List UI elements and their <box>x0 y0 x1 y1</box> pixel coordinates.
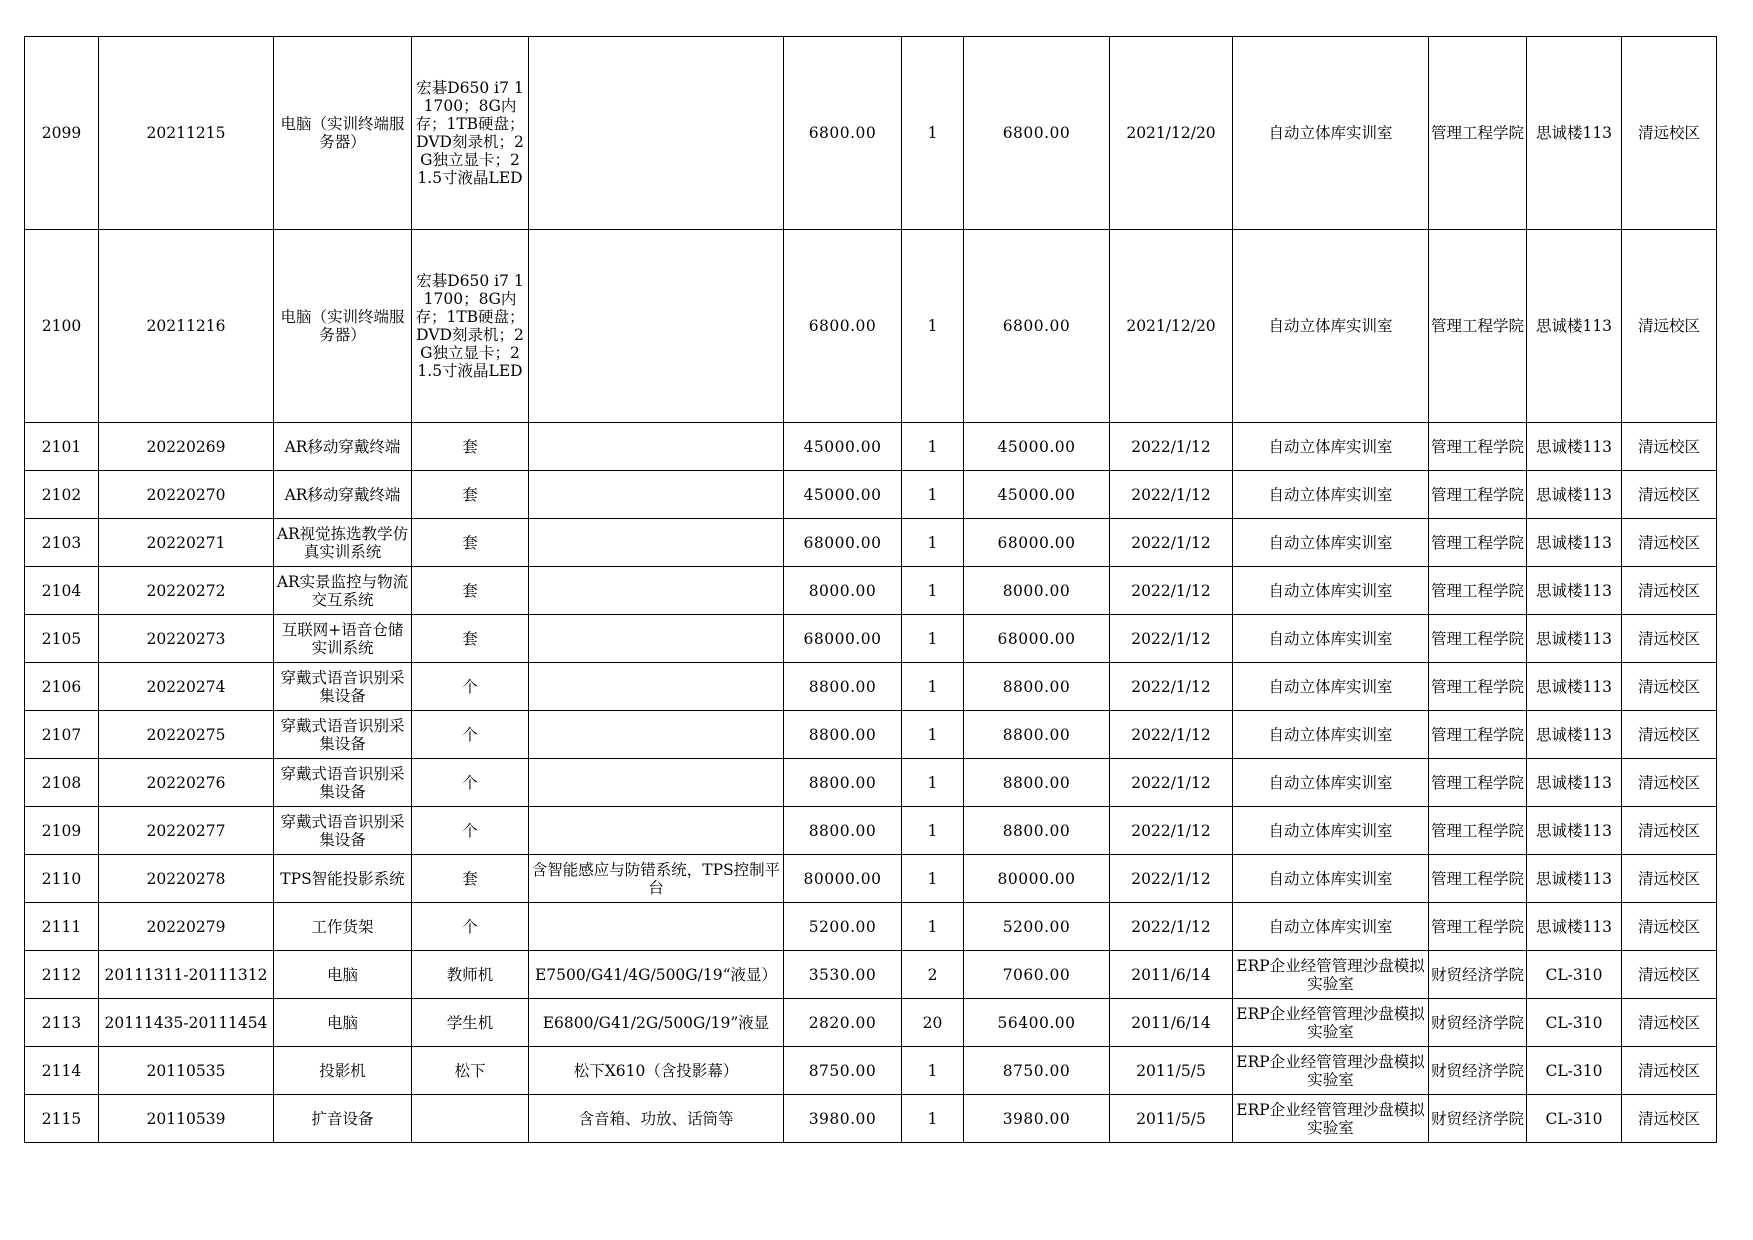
spec-cell: 含音箱、功放、话筒等 <box>529 1095 784 1143</box>
spec-cell <box>529 567 784 615</box>
lab-room-cell: 自动立体库实训室 <box>1233 519 1429 567</box>
quantity-cell: 1 <box>902 759 964 807</box>
location-cell: 思诚楼113 <box>1527 807 1622 855</box>
seq-cell: 2104 <box>25 567 99 615</box>
asset-name-cell: TPS智能投影系统 <box>274 855 412 903</box>
location-cell: 思诚楼113 <box>1527 567 1622 615</box>
spec-cell: 含智能感应与防错系统，TPS控制平台 <box>529 855 784 903</box>
table-row <box>25 230 1717 423</box>
asset-name-cell: 穿戴式语音识别采集设备 <box>274 807 412 855</box>
spec-cell <box>529 519 784 567</box>
department-cell: 管理工程学院 <box>1429 807 1527 855</box>
model-cell: 套 <box>412 615 529 663</box>
location-cell: CL-310 <box>1527 1047 1622 1095</box>
unit-price-cell: 45000.00 <box>784 471 902 519</box>
table-row <box>25 999 1717 1047</box>
asset-name-cell: 投影机 <box>274 1047 412 1095</box>
location-cell: 思诚楼113 <box>1527 615 1622 663</box>
campus-cell: 清远校区 <box>1622 471 1717 519</box>
table-row <box>25 711 1717 759</box>
spec-cell <box>529 615 784 663</box>
location-cell: 思诚楼113 <box>1527 759 1622 807</box>
asset-name-cell: AR实景监控与物流交互系统 <box>274 567 412 615</box>
location-cell: 思诚楼113 <box>1527 711 1622 759</box>
quantity-cell: 1 <box>902 519 964 567</box>
campus-cell: 清远校区 <box>1622 663 1717 711</box>
location-cell: CL-310 <box>1527 999 1622 1047</box>
unit-price-cell: 2820.00 <box>784 999 902 1047</box>
department-cell: 管理工程学院 <box>1429 759 1527 807</box>
spec-cell <box>529 471 784 519</box>
lab-room-cell: 自动立体库实训室 <box>1233 759 1429 807</box>
spec-cell <box>529 759 784 807</box>
table-row <box>25 807 1717 855</box>
model-cell: 个 <box>412 903 529 951</box>
spec-cell: E6800/G41/2G/500G/19”液显 <box>529 999 784 1047</box>
campus-cell: 清远校区 <box>1622 807 1717 855</box>
table-row <box>25 759 1717 807</box>
lab-room-cell: 自动立体库实训室 <box>1233 903 1429 951</box>
seq-cell: 2108 <box>25 759 99 807</box>
department-cell: 管理工程学院 <box>1429 37 1527 230</box>
asset-name-cell: 电脑 <box>274 951 412 999</box>
amount-cell: 8750.00 <box>964 1047 1110 1095</box>
amount-cell: 45000.00 <box>964 423 1110 471</box>
purchase-date-cell: 2011/5/5 <box>1110 1047 1233 1095</box>
department-cell: 财贸经济学院 <box>1429 999 1527 1047</box>
unit-price-cell: 80000.00 <box>784 855 902 903</box>
unit-price-cell: 3980.00 <box>784 1095 902 1143</box>
model-cell: 教师机 <box>412 951 529 999</box>
department-cell: 管理工程学院 <box>1429 230 1527 423</box>
unit-price-cell: 3530.00 <box>784 951 902 999</box>
lab-room-cell: 自动立体库实训室 <box>1233 711 1429 759</box>
purchase-date-cell: 2022/1/12 <box>1110 759 1233 807</box>
purchase-date-cell: 2021/12/20 <box>1110 37 1233 230</box>
model-cell: 套 <box>412 423 529 471</box>
lab-room-cell: 自动立体库实训室 <box>1233 807 1429 855</box>
spec-cell <box>529 37 784 230</box>
amount-cell: 68000.00 <box>964 519 1110 567</box>
unit-price-cell: 6800.00 <box>784 230 902 423</box>
spec-cell <box>529 423 784 471</box>
purchase-date-cell: 2011/5/5 <box>1110 1095 1233 1143</box>
lab-room-cell: 自动立体库实训室 <box>1233 855 1429 903</box>
spec-cell: E7500/G41/4G/500G/19“液显） <box>529 951 784 999</box>
quantity-cell: 2 <box>902 951 964 999</box>
lab-room-cell: 自动立体库实训室 <box>1233 567 1429 615</box>
campus-cell: 清远校区 <box>1622 711 1717 759</box>
quantity-cell: 20 <box>902 999 964 1047</box>
model-cell: 套 <box>412 519 529 567</box>
unit-price-cell: 8800.00 <box>784 663 902 711</box>
purchase-date-cell: 2022/1/12 <box>1110 663 1233 711</box>
table-row <box>25 519 1717 567</box>
campus-cell: 清远校区 <box>1622 1047 1717 1095</box>
asset-number-cell: 20220273 <box>99 615 274 663</box>
seq-cell: 2101 <box>25 423 99 471</box>
campus-cell: 清远校区 <box>1622 999 1717 1047</box>
asset-number-cell: 20220275 <box>99 711 274 759</box>
campus-cell: 清远校区 <box>1622 567 1717 615</box>
model-cell: 套 <box>412 471 529 519</box>
table-row <box>25 37 1717 230</box>
amount-cell: 8800.00 <box>964 759 1110 807</box>
unit-price-cell: 68000.00 <box>784 519 902 567</box>
seq-cell: 2112 <box>25 951 99 999</box>
unit-price-cell: 68000.00 <box>784 615 902 663</box>
asset-number-cell: 20220269 <box>99 423 274 471</box>
amount-cell: 7060.00 <box>964 951 1110 999</box>
campus-cell: 清远校区 <box>1622 230 1717 423</box>
asset-number-cell: 20220274 <box>99 663 274 711</box>
asset-number-cell: 20211216 <box>99 230 274 423</box>
department-cell: 财贸经济学院 <box>1429 1047 1527 1095</box>
seq-cell: 2107 <box>25 711 99 759</box>
seq-cell: 2110 <box>25 855 99 903</box>
location-cell: CL-310 <box>1527 951 1622 999</box>
spec-cell <box>529 903 784 951</box>
table-row <box>25 615 1717 663</box>
asset-number-cell: 20220270 <box>99 471 274 519</box>
campus-cell: 清远校区 <box>1622 519 1717 567</box>
asset-name-cell: AR移动穿戴终端 <box>274 423 412 471</box>
campus-cell: 清远校区 <box>1622 759 1717 807</box>
seq-cell: 2100 <box>25 230 99 423</box>
table-row <box>25 903 1717 951</box>
department-cell: 管理工程学院 <box>1429 471 1527 519</box>
seq-cell: 2115 <box>25 1095 99 1143</box>
spec-cell: 松下X610（含投影幕） <box>529 1047 784 1095</box>
location-cell: 思诚楼113 <box>1527 471 1622 519</box>
amount-cell: 8800.00 <box>964 663 1110 711</box>
seq-cell: 2099 <box>25 37 99 230</box>
table-row <box>25 855 1717 903</box>
asset-number-cell: 20111311-20111312 <box>99 951 274 999</box>
table-row <box>25 951 1717 999</box>
seq-cell: 2103 <box>25 519 99 567</box>
model-cell: 个 <box>412 759 529 807</box>
location-cell: CL-310 <box>1527 1095 1622 1143</box>
asset-name-cell: 工作货架 <box>274 903 412 951</box>
department-cell: 管理工程学院 <box>1429 903 1527 951</box>
asset-name-cell: 穿戴式语音识别采集设备 <box>274 663 412 711</box>
lab-room-cell: 自动立体库实训室 <box>1233 471 1429 519</box>
unit-price-cell: 8800.00 <box>784 807 902 855</box>
model-cell: 个 <box>412 663 529 711</box>
quantity-cell: 1 <box>902 903 964 951</box>
purchase-date-cell: 2022/1/12 <box>1110 807 1233 855</box>
amount-cell: 8000.00 <box>964 567 1110 615</box>
location-cell: 思诚楼113 <box>1527 903 1622 951</box>
lab-room-cell: 自动立体库实训室 <box>1233 663 1429 711</box>
department-cell: 财贸经济学院 <box>1429 1095 1527 1143</box>
asset-name-cell: AR视觉拣选教学仿真实训系统 <box>274 519 412 567</box>
campus-cell: 清远校区 <box>1622 903 1717 951</box>
spec-cell <box>529 230 784 423</box>
quantity-cell: 1 <box>902 37 964 230</box>
department-cell: 管理工程学院 <box>1429 663 1527 711</box>
location-cell: 思诚楼113 <box>1527 519 1622 567</box>
location-cell: 思诚楼113 <box>1527 37 1622 230</box>
model-cell: 套 <box>412 567 529 615</box>
amount-cell: 56400.00 <box>964 999 1110 1047</box>
amount-cell: 8800.00 <box>964 807 1110 855</box>
quantity-cell: 1 <box>902 807 964 855</box>
unit-price-cell: 45000.00 <box>784 423 902 471</box>
quantity-cell: 1 <box>902 567 964 615</box>
table-row <box>25 423 1717 471</box>
location-cell: 思诚楼113 <box>1527 423 1622 471</box>
model-cell: 宏碁D650 i7 11700；8G内存；1TB硬盘；DVD刻录机；2G独立显卡；21.5寸液晶LED <box>412 37 529 230</box>
table-row <box>25 1047 1717 1095</box>
unit-price-cell: 6800.00 <box>784 37 902 230</box>
department-cell: 管理工程学院 <box>1429 423 1527 471</box>
purchase-date-cell: 2022/1/12 <box>1110 711 1233 759</box>
lab-room-cell: 自动立体库实训室 <box>1233 423 1429 471</box>
campus-cell: 清远校区 <box>1622 615 1717 663</box>
purchase-date-cell: 2021/12/20 <box>1110 230 1233 423</box>
amount-cell: 6800.00 <box>964 37 1110 230</box>
campus-cell: 清远校区 <box>1622 855 1717 903</box>
lab-room-cell: 自动立体库实训室 <box>1233 230 1429 423</box>
amount-cell: 8800.00 <box>964 711 1110 759</box>
model-cell: 个 <box>412 711 529 759</box>
asset-name-cell: 电脑 <box>274 999 412 1047</box>
unit-price-cell: 8800.00 <box>784 759 902 807</box>
seq-cell: 2109 <box>25 807 99 855</box>
asset-number-cell: 20111435-20111454 <box>99 999 274 1047</box>
campus-cell: 清远校区 <box>1622 37 1717 230</box>
seq-cell: 2114 <box>25 1047 99 1095</box>
seq-cell: 2102 <box>25 471 99 519</box>
table-body <box>25 37 1717 1143</box>
purchase-date-cell: 2022/1/12 <box>1110 519 1233 567</box>
asset-number-cell: 20110535 <box>99 1047 274 1095</box>
location-cell: 思诚楼113 <box>1527 663 1622 711</box>
quantity-cell: 1 <box>902 711 964 759</box>
purchase-date-cell: 2022/1/12 <box>1110 855 1233 903</box>
asset-name-cell: 电脑（实训终端服务器） <box>274 37 412 230</box>
amount-cell: 45000.00 <box>964 471 1110 519</box>
amount-cell: 6800.00 <box>964 230 1110 423</box>
amount-cell: 80000.00 <box>964 855 1110 903</box>
spec-cell <box>529 663 784 711</box>
model-cell: 宏碁D650 i7 11700；8G内存；1TB硬盘；DVD刻录机；2G独立显卡；21.5寸液晶LED <box>412 230 529 423</box>
table-row <box>25 471 1717 519</box>
location-cell: 思诚楼113 <box>1527 855 1622 903</box>
model-cell: 个 <box>412 807 529 855</box>
seq-cell: 2105 <box>25 615 99 663</box>
purchase-date-cell: 2022/1/12 <box>1110 903 1233 951</box>
asset-number-cell: 20220279 <box>99 903 274 951</box>
campus-cell: 清远校区 <box>1622 1095 1717 1143</box>
asset-name-cell: AR移动穿戴终端 <box>274 471 412 519</box>
unit-price-cell: 8000.00 <box>784 567 902 615</box>
lab-room-cell: ERP企业经管管理沙盘模拟实验室 <box>1233 1095 1429 1143</box>
model-cell: 套 <box>412 855 529 903</box>
asset-number-cell: 20211215 <box>99 37 274 230</box>
asset-name-cell: 互联网+语音仓储实训系统 <box>274 615 412 663</box>
lab-room-cell: ERP企业经管管理沙盘模拟实验室 <box>1233 1047 1429 1095</box>
purchase-date-cell: 2022/1/12 <box>1110 423 1233 471</box>
table-row <box>25 567 1717 615</box>
purchase-date-cell: 2011/6/14 <box>1110 951 1233 999</box>
quantity-cell: 1 <box>902 1095 964 1143</box>
purchase-date-cell: 2022/1/12 <box>1110 471 1233 519</box>
quantity-cell: 1 <box>902 423 964 471</box>
asset-name-cell: 电脑（实训终端服务器） <box>274 230 412 423</box>
quantity-cell: 1 <box>902 1047 964 1095</box>
lab-room-cell: 自动立体库实训室 <box>1233 37 1429 230</box>
purchase-date-cell: 2022/1/12 <box>1110 567 1233 615</box>
asset-number-cell: 20220278 <box>99 855 274 903</box>
asset-number-cell: 20220272 <box>99 567 274 615</box>
amount-cell: 5200.00 <box>964 903 1110 951</box>
asset-number-cell: 20220277 <box>99 807 274 855</box>
lab-room-cell: ERP企业经管管理沙盘模拟实验室 <box>1233 951 1429 999</box>
department-cell: 财贸经济学院 <box>1429 951 1527 999</box>
asset-table <box>24 36 1717 1143</box>
model-cell <box>412 1095 529 1143</box>
purchase-date-cell: 2022/1/12 <box>1110 615 1233 663</box>
asset-name-cell: 扩音设备 <box>274 1095 412 1143</box>
department-cell: 管理工程学院 <box>1429 855 1527 903</box>
department-cell: 管理工程学院 <box>1429 567 1527 615</box>
purchase-date-cell: 2011/6/14 <box>1110 999 1233 1047</box>
seq-cell: 2113 <box>25 999 99 1047</box>
campus-cell: 清远校区 <box>1622 951 1717 999</box>
amount-cell: 68000.00 <box>964 615 1110 663</box>
seq-cell: 2111 <box>25 903 99 951</box>
table-row <box>25 1095 1717 1143</box>
asset-name-cell: 穿戴式语音识别采集设备 <box>274 759 412 807</box>
unit-price-cell: 8750.00 <box>784 1047 902 1095</box>
asset-number-cell: 20220276 <box>99 759 274 807</box>
department-cell: 管理工程学院 <box>1429 615 1527 663</box>
quantity-cell: 1 <box>902 230 964 423</box>
quantity-cell: 1 <box>902 615 964 663</box>
campus-cell: 清远校区 <box>1622 423 1717 471</box>
department-cell: 管理工程学院 <box>1429 519 1527 567</box>
model-cell: 松下 <box>412 1047 529 1095</box>
asset-number-cell: 20220271 <box>99 519 274 567</box>
model-cell: 学生机 <box>412 999 529 1047</box>
seq-cell: 2106 <box>25 663 99 711</box>
unit-price-cell: 5200.00 <box>784 903 902 951</box>
quantity-cell: 1 <box>902 663 964 711</box>
department-cell: 管理工程学院 <box>1429 711 1527 759</box>
location-cell: 思诚楼113 <box>1527 230 1622 423</box>
lab-room-cell: 自动立体库实训室 <box>1233 615 1429 663</box>
spec-cell <box>529 807 784 855</box>
spec-cell <box>529 711 784 759</box>
asset-name-cell: 穿戴式语音识别采集设备 <box>274 711 412 759</box>
table-row <box>25 663 1717 711</box>
quantity-cell: 1 <box>902 855 964 903</box>
amount-cell: 3980.00 <box>964 1095 1110 1143</box>
quantity-cell: 1 <box>902 471 964 519</box>
lab-room-cell: ERP企业经管管理沙盘模拟实验室 <box>1233 999 1429 1047</box>
asset-number-cell: 20110539 <box>99 1095 274 1143</box>
unit-price-cell: 8800.00 <box>784 711 902 759</box>
